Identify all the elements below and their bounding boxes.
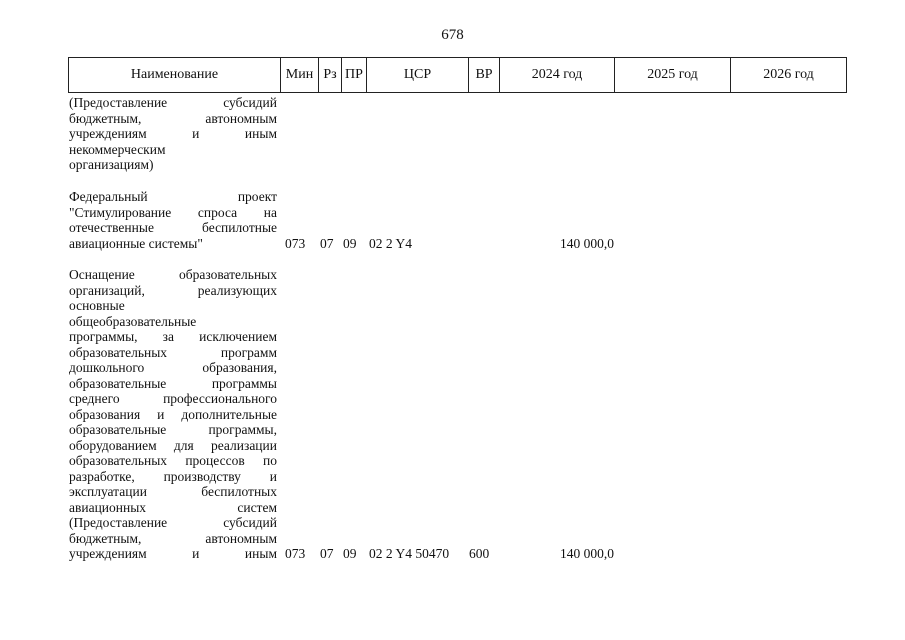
row-name-line: образовательные программы <box>69 375 277 391</box>
row-name <box>69 189 277 251</box>
row-name-line: бюджетным, автономным <box>69 530 277 546</box>
row-name-line: образовательных программ <box>69 344 277 360</box>
header-2024: 2024 год <box>500 58 615 93</box>
row-name <box>69 267 277 562</box>
cell-2024: 140 000,0 <box>560 546 614 561</box>
header-name: Наименование <box>69 58 281 93</box>
row-name-line: отечественные беспилотные <box>69 220 277 235</box>
header-csr: ЦСР <box>367 58 469 93</box>
row-name-line: общеобразовательные <box>69 313 197 329</box>
cell-rz: 07 <box>320 546 334 561</box>
row-name-line: разработке, производству и <box>69 468 277 484</box>
page-number: 678 <box>441 27 464 43</box>
cell-min: 073 <box>285 546 306 561</box>
row-name-line: некоммерческим <box>69 141 166 157</box>
row-name-line: учреждениям и иным <box>69 126 277 141</box>
row-name-line: бюджетным, автономным <box>69 110 277 126</box>
header-rz: Рз <box>319 58 342 93</box>
header-2025: 2025 год <box>615 58 731 93</box>
row-name <box>69 95 277 173</box>
row-name-line: (Предоставление субсидий <box>69 515 277 530</box>
cell-csr: 02 2 Y4 <box>369 235 412 251</box>
row-name-line: авиационных систем <box>69 499 277 515</box>
cell-min: 073 <box>285 235 306 251</box>
row-name-line: образовательные программы, <box>69 422 277 437</box>
row-name-line: эксплуатации беспилотных <box>69 484 277 499</box>
row-name-line: Оснащение образовательных <box>69 267 277 282</box>
row-name-line: учреждениям и иным <box>69 546 277 561</box>
row-name-line: основные <box>69 298 125 313</box>
cell-csr: 02 2 Y4 50470 <box>369 546 450 561</box>
row-name-line: Федеральный проект <box>69 189 277 204</box>
row-name-line: образования и дополнительные <box>69 406 277 422</box>
header-vr: ВР <box>469 58 500 93</box>
cell-pr: 09 <box>343 546 357 561</box>
table-header <box>68 57 847 93</box>
row-name-line: дошкольного образования, <box>69 360 277 375</box>
header-2026: 2026 год <box>731 58 847 93</box>
row-name-line: организаций, реализующих <box>69 282 277 298</box>
header-min: Мин <box>281 58 319 93</box>
row-name-line: программы, за исключением <box>69 329 277 344</box>
row-name-line: образовательных процессов по <box>69 453 277 468</box>
row-name-line: авиационные системы" <box>69 235 203 251</box>
cell-pr: 09 <box>343 235 357 251</box>
cell-2024: 140 000,0 <box>560 235 614 251</box>
row-name-line: оборудованием для реализации <box>69 437 277 453</box>
cell-rz: 07 <box>320 235 334 251</box>
header-pr: ПР <box>342 58 367 93</box>
row-name-line: "Стимулирование спроса на <box>69 204 277 220</box>
row-name-line: организациям) <box>69 157 154 172</box>
row-name-line: среднего профессионального <box>69 391 277 406</box>
cell-vr: 600 <box>469 546 490 561</box>
row-name-line: (Предоставление субсидий <box>69 95 277 110</box>
